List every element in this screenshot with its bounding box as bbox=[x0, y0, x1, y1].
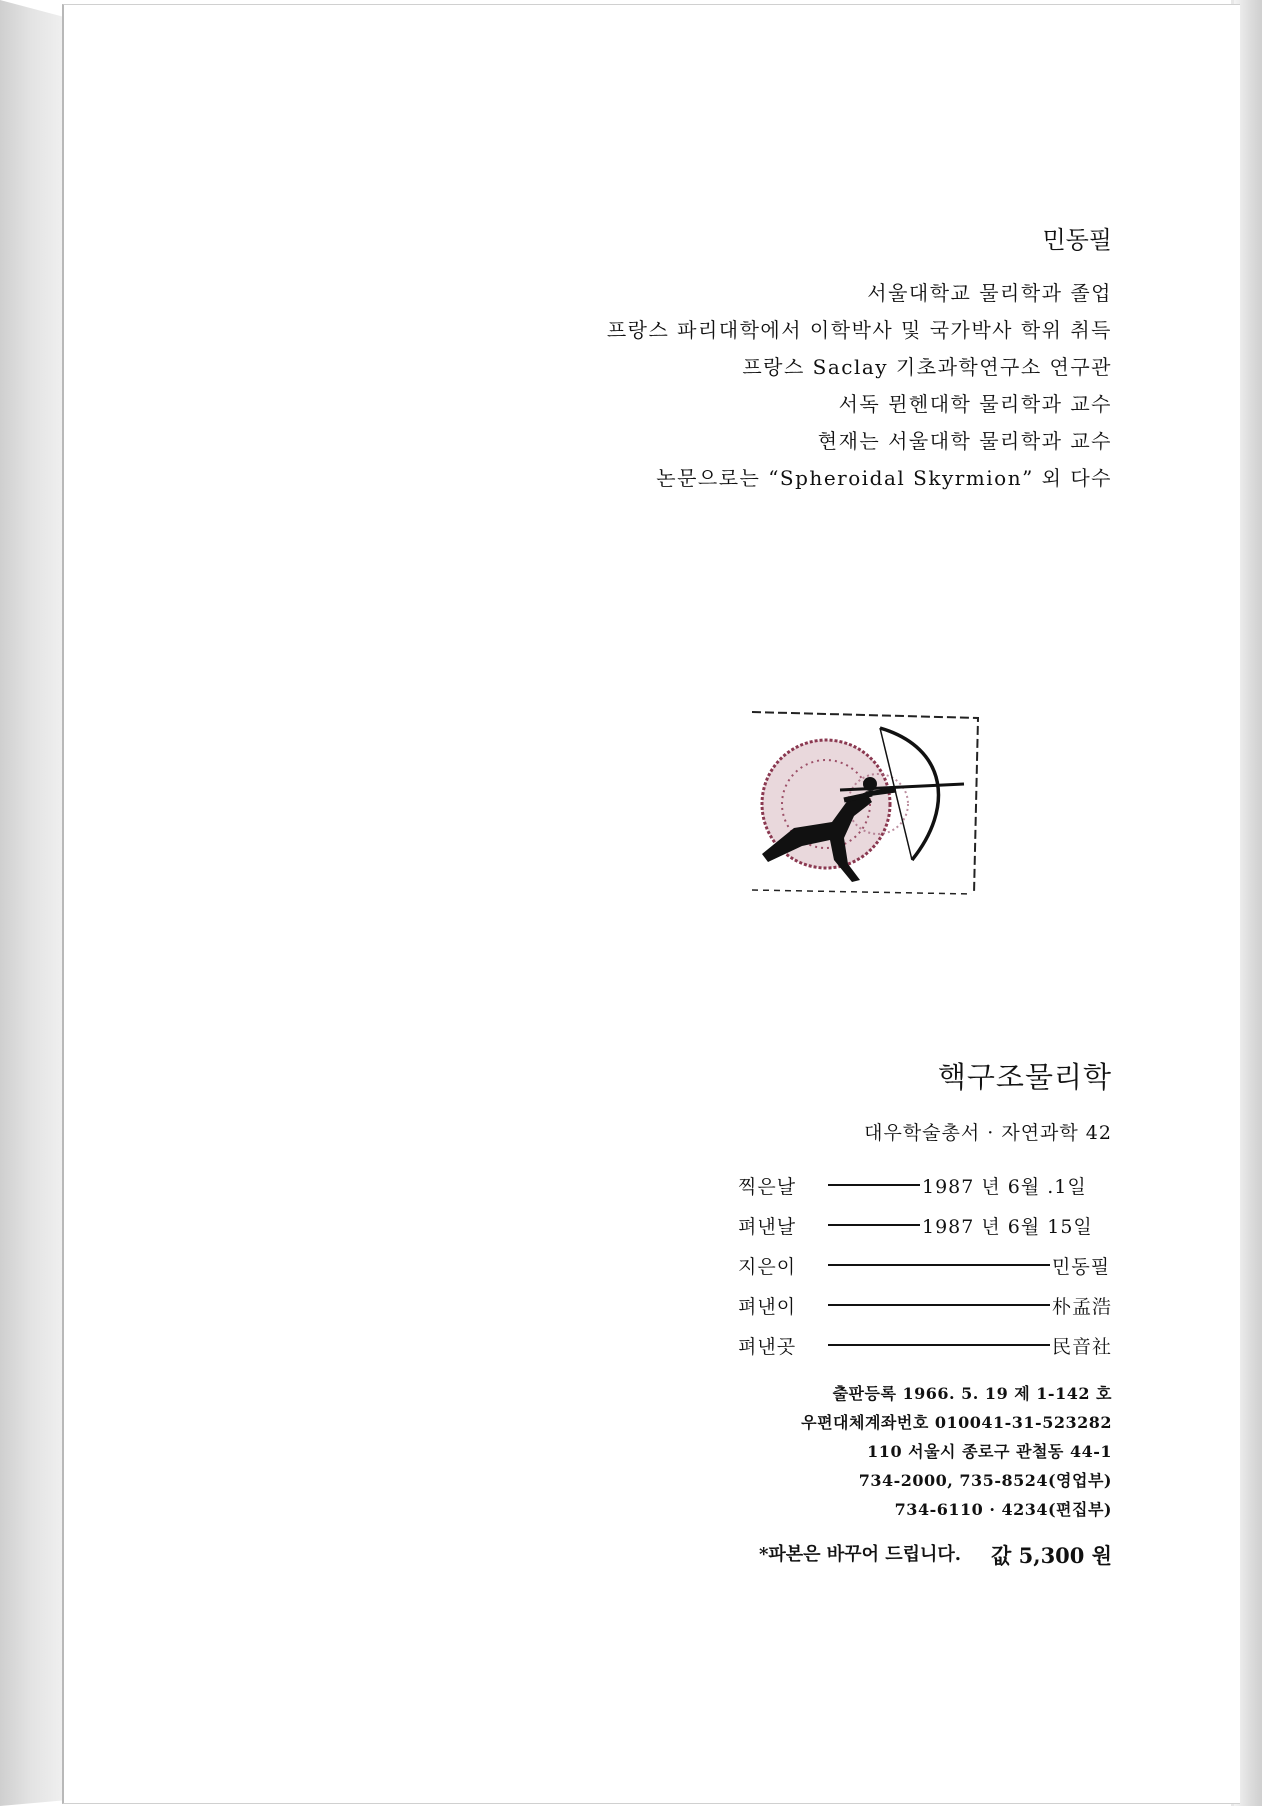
bio-line: 프랑스 Saclay 기초과학연구소 연구관 bbox=[742, 355, 1112, 379]
record-value: 1987 년 6월 .1일 bbox=[921, 1175, 1087, 1198]
bio-line: 서독 뮌헨대학 물리학과 교수 bbox=[838, 392, 1112, 416]
record-value: 민동필 bbox=[1051, 1255, 1111, 1278]
publication-info bbox=[738, 1379, 1112, 1524]
record-label: 펴낸이 bbox=[737, 1295, 797, 1318]
notice-row bbox=[738, 1540, 1112, 1570]
leader-line bbox=[828, 1344, 1050, 1346]
publisher-logo-archer bbox=[748, 704, 984, 900]
series-name: 대우학술총서 · 자연과학 42 bbox=[864, 1122, 1112, 1144]
defect-notice: *파본은 바꾸어 드립니다. bbox=[758, 1544, 962, 1565]
record-publisher bbox=[738, 1285, 1112, 1325]
phone-sales-line: 734-2000, 735-8524(영업부) bbox=[858, 1471, 1112, 1490]
price: 값 5,300 원 bbox=[991, 1543, 1112, 1568]
bio-line: 프랑스 파리대학에서 이학박사 및 국가박사 학위 취득 bbox=[606, 318, 1112, 342]
record-label: 지은이 bbox=[737, 1255, 797, 1278]
record-printed bbox=[738, 1165, 1112, 1205]
registration-line: 출판등록 1966. 5. 19 제 1-142 호 bbox=[832, 1384, 1112, 1403]
book-spine-edge bbox=[0, 0, 68, 1806]
record-press bbox=[738, 1325, 1112, 1365]
leader-line bbox=[828, 1224, 920, 1226]
postal-account-line: 우편대체계좌번호 010041-31-523282 bbox=[801, 1413, 1112, 1432]
record-author bbox=[738, 1245, 1112, 1285]
record-value: 朴孟浩 bbox=[1051, 1295, 1112, 1318]
record-label: 찍은날 bbox=[737, 1175, 797, 1198]
leader-line bbox=[828, 1264, 1050, 1266]
record-published bbox=[738, 1205, 1112, 1245]
book-title: 핵구조물리학 bbox=[937, 1060, 1112, 1094]
colophon bbox=[738, 1055, 1112, 1570]
bio-line: 논문으로는 “Spheroidal Skyrmion” 외 다수 bbox=[656, 466, 1112, 490]
leader-line bbox=[828, 1304, 1050, 1306]
colophon-records bbox=[738, 1165, 1112, 1365]
record-value: 民音社 bbox=[1051, 1335, 1112, 1358]
bio-line: 서울대학교 물리학과 졸업 bbox=[867, 281, 1112, 305]
phone-editorial-line: 734-6110 · 4234(편집부) bbox=[894, 1500, 1112, 1519]
record-label: 펴낸곳 bbox=[737, 1335, 797, 1358]
leader-line bbox=[828, 1184, 920, 1186]
address-line: 110 서울시 종로구 관철동 44-1 bbox=[867, 1442, 1112, 1461]
author-bio bbox=[607, 220, 1112, 497]
bio-line: 현재는 서울대학 물리학과 교수 bbox=[817, 429, 1112, 453]
record-label: 펴낸날 bbox=[737, 1215, 797, 1238]
record-value: 1987 년 6월 15일 bbox=[921, 1215, 1093, 1238]
author-name: 민동필 bbox=[1042, 226, 1112, 254]
